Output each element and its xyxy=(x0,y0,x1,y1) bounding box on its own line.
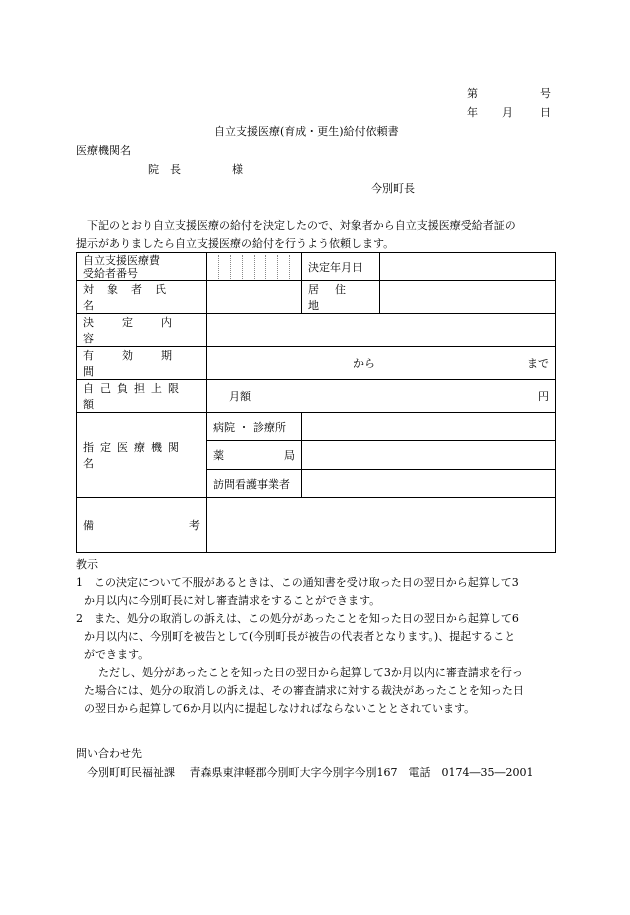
day-label: 日 xyxy=(540,106,551,119)
notice-item-1-line-1: 1 この決定について不服があるときは、この通知書を受け取った日の翌日から起算して3 xyxy=(76,576,519,589)
pharmacy-label: 薬 局 xyxy=(207,441,302,470)
notice-item-1-line-2: か月以内に今別町長に対し審査請求をすることができます。 xyxy=(84,594,381,607)
visiting-nursing-label: 訪問看護事業者 xyxy=(207,470,302,498)
contact-heading: 問い合わせ先 xyxy=(76,747,142,760)
label-medical-fee: 自立支援医療費 xyxy=(83,253,160,267)
decision-date-label: 決定年月日 xyxy=(302,253,380,281)
designated-institution-label: 指定医療機関名 xyxy=(77,413,207,498)
hospital-clinic-field[interactable] xyxy=(302,413,556,441)
copay-limit-label: 自己負担上限額 xyxy=(77,380,207,413)
residence-field[interactable] xyxy=(380,281,556,314)
notice-item-2-line-3: ができます。 xyxy=(84,648,150,661)
target-name-label: 対象者氏名 xyxy=(77,281,207,314)
recipient-honorific: 様 xyxy=(232,163,243,176)
year-label: 年 xyxy=(467,106,478,119)
remarks-field[interactable] xyxy=(207,498,556,553)
contact-line: 今別町町民福祉課 青森県東津軽郡今別町大字今別字今別167 電話 0174―35―2001 xyxy=(76,766,534,779)
monthly-label: 月額 xyxy=(229,390,251,403)
validity-period-field[interactable] xyxy=(207,347,556,380)
decision-date-field[interactable] xyxy=(380,253,556,281)
validity-period-label: 有効期間 xyxy=(77,347,207,380)
copay-limit-field[interactable] xyxy=(207,380,556,413)
decision-content-label: 決定内容 xyxy=(77,314,207,347)
pharmacy-field[interactable] xyxy=(302,441,556,470)
remarks-label: 備 考 xyxy=(77,498,207,553)
recipient-director: 院 長 xyxy=(148,163,181,176)
notice-item-3-line-1: ただし、処分があったことを知った日の翌日から起算して3か月以内に審査請求を行っ xyxy=(76,666,523,679)
period-from: から xyxy=(353,357,375,370)
recipient-number-field[interactable] xyxy=(207,253,302,281)
decision-content-field[interactable] xyxy=(207,314,556,347)
notice-heading: 教示 xyxy=(76,558,98,571)
recipient-org: 医療機関名 xyxy=(76,144,131,157)
number-label: 第 xyxy=(467,87,478,100)
document-title: 自立支援医療(育成・更生)給付依頼書 xyxy=(214,125,399,138)
intro-line-2: 提示がありましたら自立支援医療の給付を行うよう依頼します。 xyxy=(76,237,395,250)
label-recipient-number: 受給者番号 xyxy=(83,266,138,280)
period-to: まで xyxy=(527,357,549,370)
notice-item-2-line-2: か月以内に、今別町を被告として(今別町長が被告の代表者となります。)、提起すること xyxy=(84,630,516,643)
intro-line-1: 下記のとおり自立支援医療の給付を決定したので、対象者から自立支援医療受給者証の xyxy=(76,219,516,232)
recipient-number-label xyxy=(77,253,207,281)
notice-item-3-line-2: た場合には、処分の取消しの訴えは、その審査請求に対する裁決があったことを知った日 xyxy=(84,684,524,697)
sender: 今別町長 xyxy=(371,182,415,195)
notice-section xyxy=(76,556,556,718)
yen-label: 円 xyxy=(538,390,549,403)
residence-label: 居住地 xyxy=(302,281,380,314)
month-label: 月 xyxy=(502,106,513,119)
notice-item-3-line-3: の翌日から起算して6か月以内に提起しなければならないこととされています。 xyxy=(84,702,476,715)
target-name-field[interactable] xyxy=(207,281,302,314)
notice-item-2-line-1: 2 また、処分の取消しの訴えは、この処分があったことを知った日の翌日から起算して6 xyxy=(76,612,519,625)
benefit-form-table xyxy=(76,252,556,553)
visiting-nursing-field[interactable] xyxy=(302,470,556,498)
number-suffix: 号 xyxy=(540,87,551,100)
hospital-clinic-label: 病院 ・ 診療所 xyxy=(207,413,302,441)
